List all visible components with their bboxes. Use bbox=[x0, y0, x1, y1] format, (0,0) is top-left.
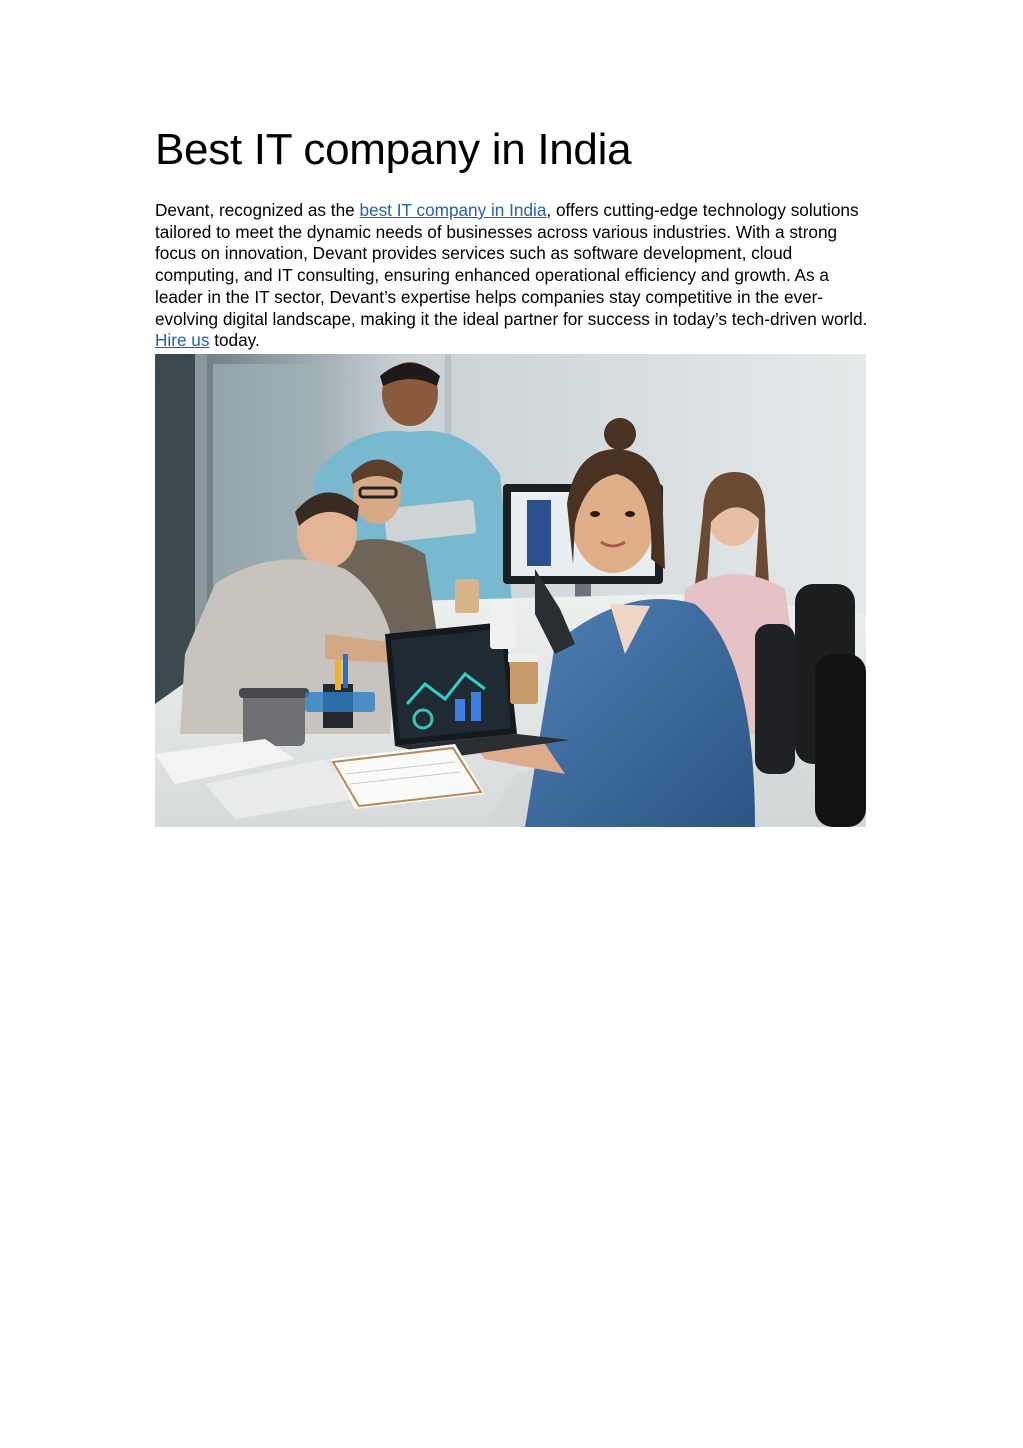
intro-text-end: today. bbox=[209, 330, 260, 351]
office-team-photo bbox=[155, 354, 866, 827]
intro-text-start: Devant, recognized as the bbox=[155, 200, 360, 220]
intro-text-body: , offers cutting-edge technology solutions tailored to meet the dynamic needs of businesses across various industries. With a strong focus on innovation, Devant provides services such as software development, cloud computing, and IT consulting, ensuring enhanced operational efficiency and growth. As a leader in the IT sector, Devant’s expertise helps companies stay competitive in the ever-evolving digital landscape, making it the ideal partner for success in today’s tech-driven world. bbox=[155, 200, 868, 329]
intro-paragraph bbox=[155, 200, 875, 352]
hire-us-link[interactable]: Hire us bbox=[155, 330, 210, 351]
best-it-company-link[interactable]: best IT company in India bbox=[359, 200, 547, 220]
page-title: Best IT company in India bbox=[155, 125, 632, 174]
document-page bbox=[155, 122, 870, 352]
